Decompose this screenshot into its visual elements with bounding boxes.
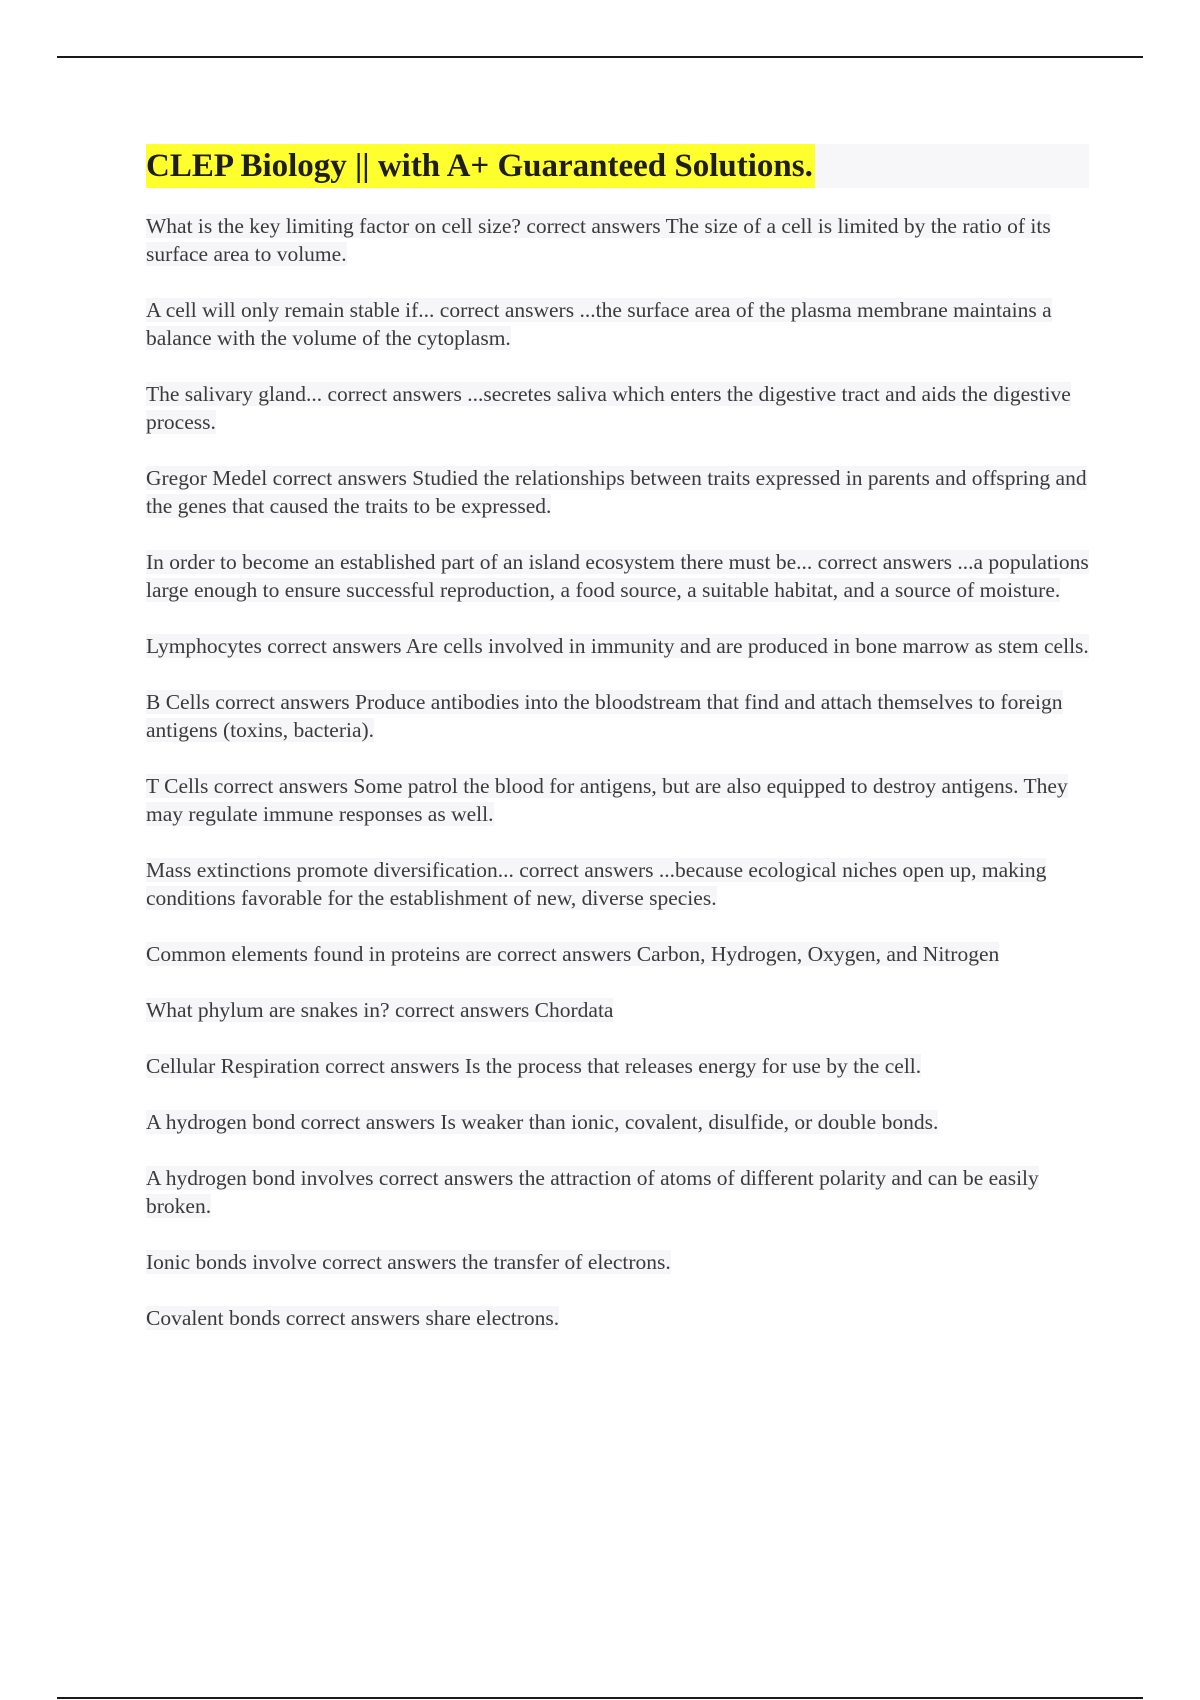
- question-text: Mass extinctions promote diversification...: [146, 858, 514, 882]
- qa-text: [146, 998, 613, 1022]
- answer-label: correct answers: [325, 1054, 460, 1078]
- qa-text: [146, 1054, 921, 1078]
- answer-text: Is weaker than ionic, covalent, disulfide, or double bonds.: [440, 1110, 939, 1134]
- document-body: [146, 144, 1091, 1360]
- qa-text: [146, 1306, 559, 1330]
- question-text: What is the key limiting factor on cell size?: [146, 214, 521, 238]
- question-text: Common elements found in proteins are: [146, 942, 492, 966]
- qa-text: [146, 1110, 938, 1134]
- qa-text: [146, 298, 1052, 350]
- qa-text: [146, 1250, 671, 1274]
- answer-text: Carbon, Hydrogen, Oxygen, and Nitrogen: [636, 942, 1000, 966]
- answer-text: the transfer of electrons.: [461, 1250, 671, 1274]
- qa-text: [146, 774, 1068, 826]
- qa-item: [146, 1108, 1094, 1136]
- qa-text: [146, 214, 1051, 266]
- qa-item: [146, 632, 1094, 660]
- question-text: Ionic bonds involve: [146, 1250, 317, 1274]
- qa-item: [146, 1248, 1094, 1276]
- question-text: Covalent bonds: [146, 1306, 281, 1330]
- answer-label: correct answers: [267, 634, 402, 658]
- question-text: The salivary gland...: [146, 382, 323, 406]
- qa-item: [146, 464, 1094, 520]
- answer-label: correct answers: [526, 214, 661, 238]
- qa-list: [146, 212, 1091, 1332]
- qa-text: [146, 550, 1089, 602]
- answer-label: correct answers: [327, 382, 462, 406]
- answer-text: Are cells involved in immunity and are produced in bone marrow as stem cells.: [405, 634, 1089, 658]
- question-text: T Cells: [146, 774, 209, 798]
- qa-text: [146, 858, 1046, 910]
- qa-text: [146, 382, 1071, 434]
- qa-item: [146, 688, 1094, 744]
- bottom-rule: [57, 1697, 1143, 1699]
- qa-text: [146, 942, 999, 966]
- answer-label: correct answers: [272, 466, 407, 490]
- answer-label: correct answers: [519, 858, 654, 882]
- answer-label: correct answers: [497, 942, 632, 966]
- question-text: A hydrogen bond involves: [146, 1166, 374, 1190]
- answer-label: correct answers: [817, 550, 952, 574]
- title-row: [146, 144, 1089, 188]
- qa-item: [146, 1052, 1094, 1080]
- answer-text: Some patrol the blood for antigens, but are also equipped to destroy antigens. They may regulate immune responses as well.: [146, 774, 1068, 826]
- qa-item: [146, 940, 1094, 968]
- answer-text: the attraction of atoms of different polarity and can be easily broken.: [146, 1166, 1039, 1218]
- qa-item: [146, 212, 1094, 268]
- answer-label: correct answers: [378, 1166, 514, 1190]
- answer-text: ...because ecological niches open up, making conditions favorable for the establishment of new, diverse species.: [146, 858, 1047, 910]
- question-text: In order to become an established part of an island ecosystem there must be...: [146, 550, 813, 574]
- answer-text: share electrons.: [425, 1306, 560, 1330]
- question-text: B Cells: [146, 690, 210, 714]
- answer-text: Produce antibodies into the bloodstream that find and attach themselves to foreign antigens (toxins, bacteria).: [146, 690, 1063, 742]
- top-rule: [57, 56, 1143, 58]
- answer-text: Is the process that releases energy for use by the cell.: [464, 1054, 922, 1078]
- qa-item: [146, 1164, 1094, 1220]
- question-text: A cell will only remain stable if...: [146, 298, 435, 322]
- qa-item: [146, 996, 1094, 1024]
- qa-text: [146, 634, 1089, 658]
- qa-item: [146, 856, 1094, 912]
- qa-item: [146, 772, 1094, 828]
- question-text: What phylum are snakes in?: [146, 998, 390, 1022]
- qa-item: [146, 548, 1094, 604]
- answer-label: correct answers: [394, 998, 530, 1022]
- answer-label: correct answers: [285, 1306, 421, 1330]
- answer-label: correct answers: [215, 690, 350, 714]
- question-text: A hydrogen bond: [146, 1110, 296, 1134]
- qa-item: [146, 380, 1094, 436]
- answer-text: Studied the relationships between traits expressed in parents and offspring and the genes that caused the traits to be expressed.: [146, 466, 1087, 518]
- answer-text: Chordata: [534, 998, 614, 1022]
- qa-text: [146, 690, 1063, 742]
- qa-item: [146, 1304, 1094, 1332]
- answer-label: correct answers: [213, 774, 349, 798]
- answer-text: ...a populations large enough to ensure successful reproduction, a food source, a suitable habitat, and a source of moisture.: [146, 550, 1089, 602]
- question-text: Cellular Respiration: [146, 1054, 320, 1078]
- question-text: Lymphocytes: [146, 634, 262, 658]
- answer-label: correct answers: [322, 1250, 457, 1274]
- question-text: Gregor Medel: [146, 466, 268, 490]
- qa-text: [146, 1166, 1039, 1218]
- answer-text: The size of a cell is limited by the ratio of its surface area to volume.: [146, 214, 1051, 266]
- answer-label: correct answers: [439, 298, 575, 322]
- qa-text: [146, 466, 1087, 518]
- answer-text: ...secretes saliva which enters the digestive tract and aids the digestive process.: [146, 382, 1071, 434]
- qa-item: [146, 296, 1094, 352]
- answer-label: correct answers: [300, 1110, 435, 1134]
- answer-text: ...the surface area of the plasma membrane maintains a balance with the volume of the cytoplasm.: [146, 298, 1052, 350]
- document-title: CLEP Biology || with A+ Guaranteed Solutions.: [146, 144, 815, 188]
